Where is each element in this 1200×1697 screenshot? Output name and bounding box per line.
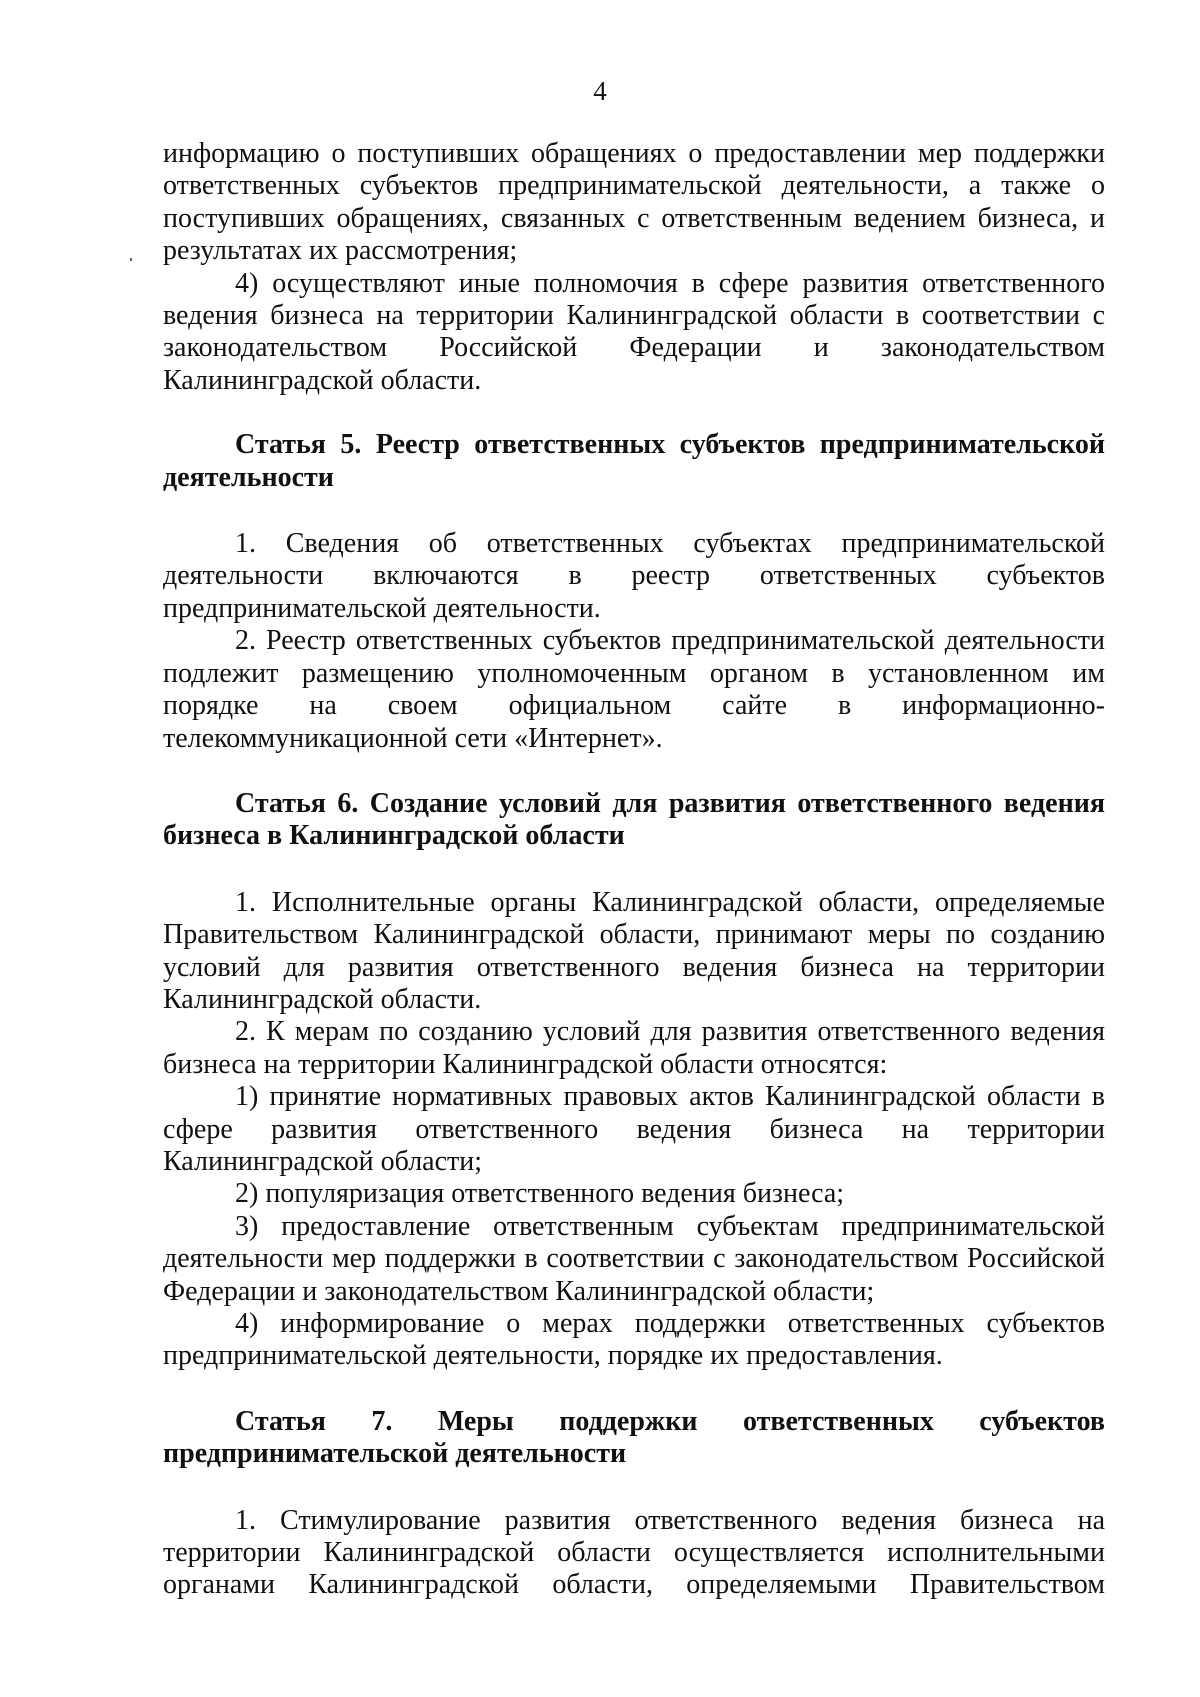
paragraph: 4) информирование о мерах поддержки ответственных субъектов предпринимательской деятельности, порядке их предоставления.: [163, 1308, 1105, 1372]
article-6-heading: Статья 6. Создание условий для развития ответственного ведения бизнеса в Калининградской области: [163, 787, 1105, 852]
paragraph: 1. Исполнительные органы Калининградской области, определяемые Правительством Калининградской области, принимают меры по созданию условий для развития ответственного ведения бизнеса на территории Калининградской области.: [163, 886, 1105, 1015]
paragraph: 1) принятие нормативных правовых актов Калининградской области в сфере развития ответственного ведения бизнеса на территории Калининградской области;: [163, 1081, 1105, 1177]
paragraph: 1. Стимулирование развития ответственного ведения бизнеса на территории Калининградской области осуществляется исполнительными органами Калининградской области, определяемыми Правительством: [163, 1504, 1105, 1601]
paragraph: 1. Сведения об ответственных субъектах предпринимательской деятельности включаются в реестр ответственных субъектов предпринимательской деятельности.: [163, 528, 1105, 624]
paragraph: 3) предоставление ответственным субъектам предпринимательской деятельности мер поддержки в соответствии с законодательством Российской Федерации и законодательством Калининградской области;: [163, 1210, 1105, 1307]
paragraph: 2. Реестр ответственных субъектов предпринимательской деятельности подлежит размещению уполномоченным органом в установленном им порядке на своем официальном сайте в информационно-телекоммуникационной сети «Интернет».: [163, 625, 1105, 754]
scan-speck: [130, 258, 132, 261]
page-number: 4: [593, 76, 607, 106]
paragraph: 4) осуществляют иные полномочия в сфере развития ответственного ведения бизнеса на территории Калининградской области в соответствии с законодательством Российской Федерации и законодательством Калининградской области.: [163, 267, 1105, 396]
article-5-heading: Статья 5. Реестр ответственных субъектов предпринимательской деятельности: [163, 429, 1105, 493]
paragraph: 2. К мерам по созданию условий для развития ответственного ведения бизнеса на территории Калининградской области относятся:: [163, 1016, 1105, 1080]
article-7-heading: Статья 7. Меры поддержки ответственных субъектов предпринимательской деятельности: [163, 1405, 1105, 1470]
paragraph: 2) популяризация ответственного ведения бизнеса;: [235, 1178, 845, 1210]
document-body: [163, 138, 1105, 1602]
paragraph: информацию о поступивших обращениях о предоставлении мер поддержки ответственных субъектов предпринимательской деятельности, а также о поступивших обращениях, связанных с ответственным ведением бизнеса, и результатах их рассмотрения;: [163, 138, 1105, 267]
